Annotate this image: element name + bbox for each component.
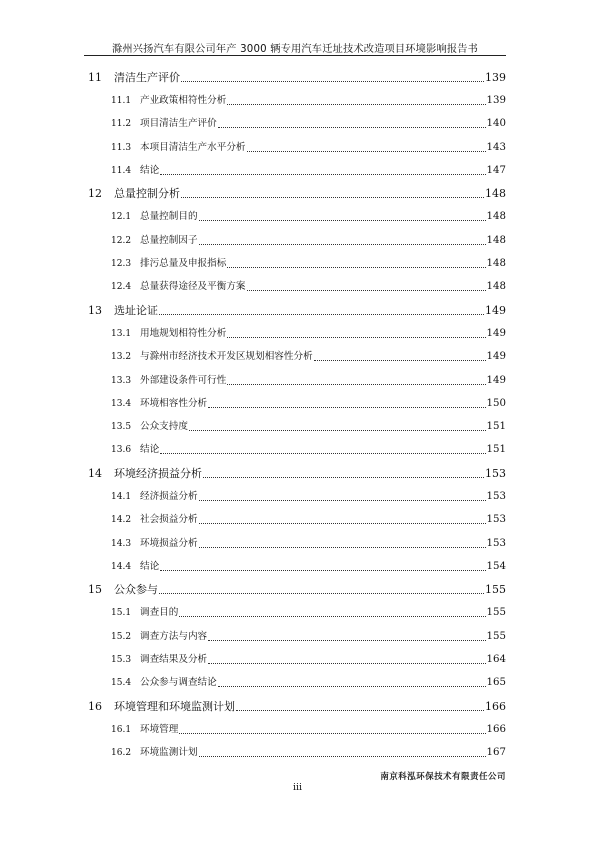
toc-entry-page: 140 — [486, 118, 506, 130]
toc-entry-number: 13.5 — [111, 422, 132, 433]
toc-entry-number: 14 — [88, 466, 102, 480]
toc-entry-page: 151 — [486, 444, 506, 456]
toc-entry-page: 155 — [485, 583, 506, 597]
toc-section-entry[interactable] — [88, 555, 506, 578]
toc-section-entry[interactable] — [88, 439, 506, 462]
dot-leader — [314, 351, 486, 363]
toc-entry-number: 14.1 — [111, 491, 132, 502]
toc-entry-title: 总量获得途径及平衡方案 — [140, 281, 246, 293]
dot-leader — [189, 421, 486, 433]
dot-leader — [199, 747, 486, 759]
toc-section-entry[interactable] — [88, 485, 506, 508]
page-number: iii — [292, 782, 303, 793]
toc-entry-title: 本项目清洁生产水平分析 — [140, 141, 246, 153]
dot-leader — [199, 538, 486, 550]
toc-section-entry[interactable] — [88, 136, 506, 159]
toc-entry-number: 15 — [88, 583, 102, 597]
toc-section-entry[interactable] — [88, 392, 506, 415]
dot-leader — [159, 305, 484, 317]
toc-section-entry[interactable] — [88, 718, 506, 741]
toc-entry-number: 12.2 — [111, 235, 132, 246]
dot-leader — [247, 281, 486, 293]
toc-entry-number: 14.4 — [111, 561, 132, 572]
dot-leader — [199, 235, 486, 247]
table-of-contents — [88, 66, 506, 765]
toc-entry-title: 选址论证 — [114, 303, 158, 317]
toc-entry-number: 11.1 — [111, 95, 132, 106]
toc-section-entry[interactable] — [88, 509, 506, 532]
toc-section-entry[interactable] — [88, 322, 506, 345]
toc-entry-title: 总量控制分析 — [114, 187, 180, 201]
toc-entry-page: 150 — [486, 397, 506, 409]
dot-leader — [236, 701, 484, 713]
toc-entry-page: 153 — [486, 537, 506, 549]
toc-entry-number: 15.4 — [111, 678, 132, 689]
dot-leader — [247, 142, 486, 154]
toc-entry-page: 166 — [485, 699, 506, 713]
dot-leader — [227, 328, 485, 340]
toc-entry-page: 139 — [486, 94, 506, 106]
dot-leader — [181, 188, 484, 200]
toc-entry-number: 11.3 — [111, 142, 132, 153]
toc-entry-title: 环境管理 — [140, 723, 179, 735]
toc-entry-number: 13.3 — [111, 375, 132, 386]
toc-entry-title: 环境经济损益分析 — [114, 466, 202, 480]
toc-entry-page: 164 — [486, 654, 506, 666]
dot-leader — [218, 677, 486, 689]
toc-section-entry[interactable] — [88, 602, 506, 625]
toc-section-entry[interactable] — [88, 89, 506, 112]
dot-leader — [199, 514, 486, 526]
toc-entry-page: 165 — [486, 677, 506, 689]
toc-entry-number: 11.4 — [111, 165, 132, 176]
toc-section-entry[interactable] — [88, 648, 506, 671]
toc-entry-title: 调查方法与内容 — [140, 630, 208, 642]
dot-leader — [208, 654, 485, 666]
toc-section-entry[interactable] — [88, 672, 506, 695]
toc-chapter-entry[interactable] — [88, 579, 506, 602]
dot-leader — [160, 165, 485, 177]
toc-entry-page: 155 — [486, 630, 506, 642]
toc-entry-number: 13.2 — [111, 352, 132, 363]
toc-entry-page: 166 — [486, 723, 506, 735]
toc-entry-page: 148 — [486, 234, 506, 246]
toc-entry-title: 调查目的 — [140, 607, 179, 619]
dot-leader — [159, 584, 484, 596]
toc-entry-page: 167 — [486, 747, 506, 759]
toc-entry-title: 环境管理和环境监测计划 — [114, 699, 235, 713]
dot-leader — [179, 607, 485, 619]
toc-entry-number: 11.2 — [111, 119, 132, 130]
running-header: 滁州兴扬汽车有限公司年产 3000 辆专用汽车迁址技术改造项目环境影响报告书 — [112, 44, 478, 55]
toc-section-entry[interactable] — [88, 276, 506, 299]
toc-entry-number: 14.2 — [111, 515, 132, 526]
dot-leader — [160, 444, 485, 456]
toc-entry-page: 148 — [485, 187, 506, 201]
toc-entry-number: 15.3 — [111, 655, 132, 666]
toc-entry-page: 149 — [486, 351, 506, 363]
toc-chapter-entry[interactable] — [88, 66, 506, 89]
toc-entry-number: 13 — [88, 303, 102, 317]
toc-entry-page: 149 — [486, 374, 506, 386]
dot-leader — [181, 72, 484, 84]
toc-entry-page: 149 — [485, 303, 506, 317]
toc-section-entry[interactable] — [88, 113, 506, 136]
toc-entry-page: 148 — [486, 211, 506, 223]
toc-entry-number: 13.4 — [111, 398, 132, 409]
toc-entry-number: 15.2 — [111, 631, 132, 642]
toc-entry-title: 环境损益分析 — [140, 537, 198, 549]
toc-entry-title: 项目清洁生产评价 — [140, 118, 217, 130]
toc-entry-number: 16.2 — [111, 748, 132, 759]
dot-leader — [227, 258, 485, 270]
dot-leader — [199, 211, 486, 223]
toc-entry-number: 15.1 — [111, 608, 132, 619]
toc-section-entry[interactable] — [88, 625, 506, 648]
toc-entry-title: 环境监测计划 — [140, 747, 198, 759]
toc-entry-page: 143 — [486, 141, 506, 153]
dot-leader — [199, 491, 486, 503]
toc-entry-number: 12.4 — [111, 282, 132, 293]
toc-entry-title: 外部建设条件可行性 — [140, 374, 227, 386]
toc-section-entry[interactable] — [88, 742, 506, 765]
toc-chapter-entry[interactable] — [88, 182, 506, 205]
dot-leader — [208, 398, 485, 410]
toc-entry-number: 11 — [88, 70, 102, 84]
toc-entry-title: 公众参与 — [114, 583, 158, 597]
dot-leader — [179, 724, 485, 736]
header-rule — [84, 55, 506, 56]
toc-section-entry[interactable] — [88, 346, 506, 369]
toc-section-entry[interactable] — [88, 415, 506, 438]
toc-entry-page: 153 — [486, 490, 506, 502]
toc-entry-title: 结论 — [140, 444, 160, 456]
toc-entry-page: 139 — [485, 70, 506, 84]
toc-entry-title: 公众参与调查结论 — [140, 677, 217, 689]
toc-entry-number: 16 — [88, 699, 102, 713]
toc-entry-page: 153 — [486, 514, 506, 526]
toc-entry-title: 总量控制目的 — [140, 211, 198, 223]
dot-leader — [227, 375, 485, 387]
toc-entry-title: 经济损益分析 — [140, 490, 198, 502]
toc-entry-page: 151 — [486, 421, 506, 433]
dot-leader — [203, 468, 484, 480]
toc-chapter-entry[interactable] — [88, 695, 506, 718]
toc-chapter-entry[interactable] — [88, 299, 506, 322]
toc-entry-page: 154 — [486, 560, 506, 572]
toc-entry-number: 12.1 — [111, 212, 132, 223]
toc-entry-title: 与滁州市经济技术开发区规划相容性分析 — [140, 351, 313, 363]
toc-entry-title: 社会损益分析 — [140, 514, 198, 526]
dot-leader — [227, 95, 485, 107]
toc-entry-title: 调查结果及分析 — [140, 654, 208, 666]
toc-entry-title: 公众支持度 — [140, 421, 188, 433]
toc-section-entry[interactable] — [88, 252, 506, 275]
toc-entry-page: 148 — [486, 281, 506, 293]
toc-section-entry[interactable] — [88, 532, 506, 555]
dot-leader — [160, 561, 485, 573]
toc-section-entry[interactable] — [88, 369, 506, 392]
toc-entry-number: 12 — [88, 187, 102, 201]
toc-section-entry[interactable] — [88, 206, 506, 229]
toc-entry-number: 14.3 — [111, 538, 132, 549]
toc-entry-page: 149 — [486, 327, 506, 339]
toc-entry-title: 结论 — [140, 560, 160, 572]
toc-entry-title: 结论 — [140, 164, 160, 176]
toc-entry-number: 16.1 — [111, 724, 132, 735]
toc-entry-page: 148 — [486, 258, 506, 270]
toc-entry-title: 环境相容性分析 — [140, 397, 208, 409]
toc-entry-page: 155 — [486, 607, 506, 619]
toc-entry-page: 153 — [485, 466, 506, 480]
toc-entry-title: 总量控制因子 — [140, 234, 198, 246]
toc-entry-number: 13.6 — [111, 445, 132, 456]
toc-section-entry[interactable] — [88, 229, 506, 252]
company-name: 南京科泓环保技术有限责任公司 — [380, 771, 506, 781]
dot-leader — [208, 631, 485, 643]
toc-entry-title: 排污总量及申报指标 — [140, 258, 227, 270]
toc-entry-number: 13.1 — [111, 328, 132, 339]
toc-entry-title: 产业政策相符性分析 — [140, 94, 227, 106]
toc-entry-number: 12.3 — [111, 259, 132, 270]
toc-section-entry[interactable] — [88, 159, 506, 182]
toc-entry-page: 147 — [486, 164, 506, 176]
toc-entry-title: 清洁生产评价 — [114, 70, 180, 84]
toc-chapter-entry[interactable] — [88, 462, 506, 485]
dot-leader — [218, 118, 486, 130]
toc-entry-title: 用地规划相符性分析 — [140, 327, 227, 339]
